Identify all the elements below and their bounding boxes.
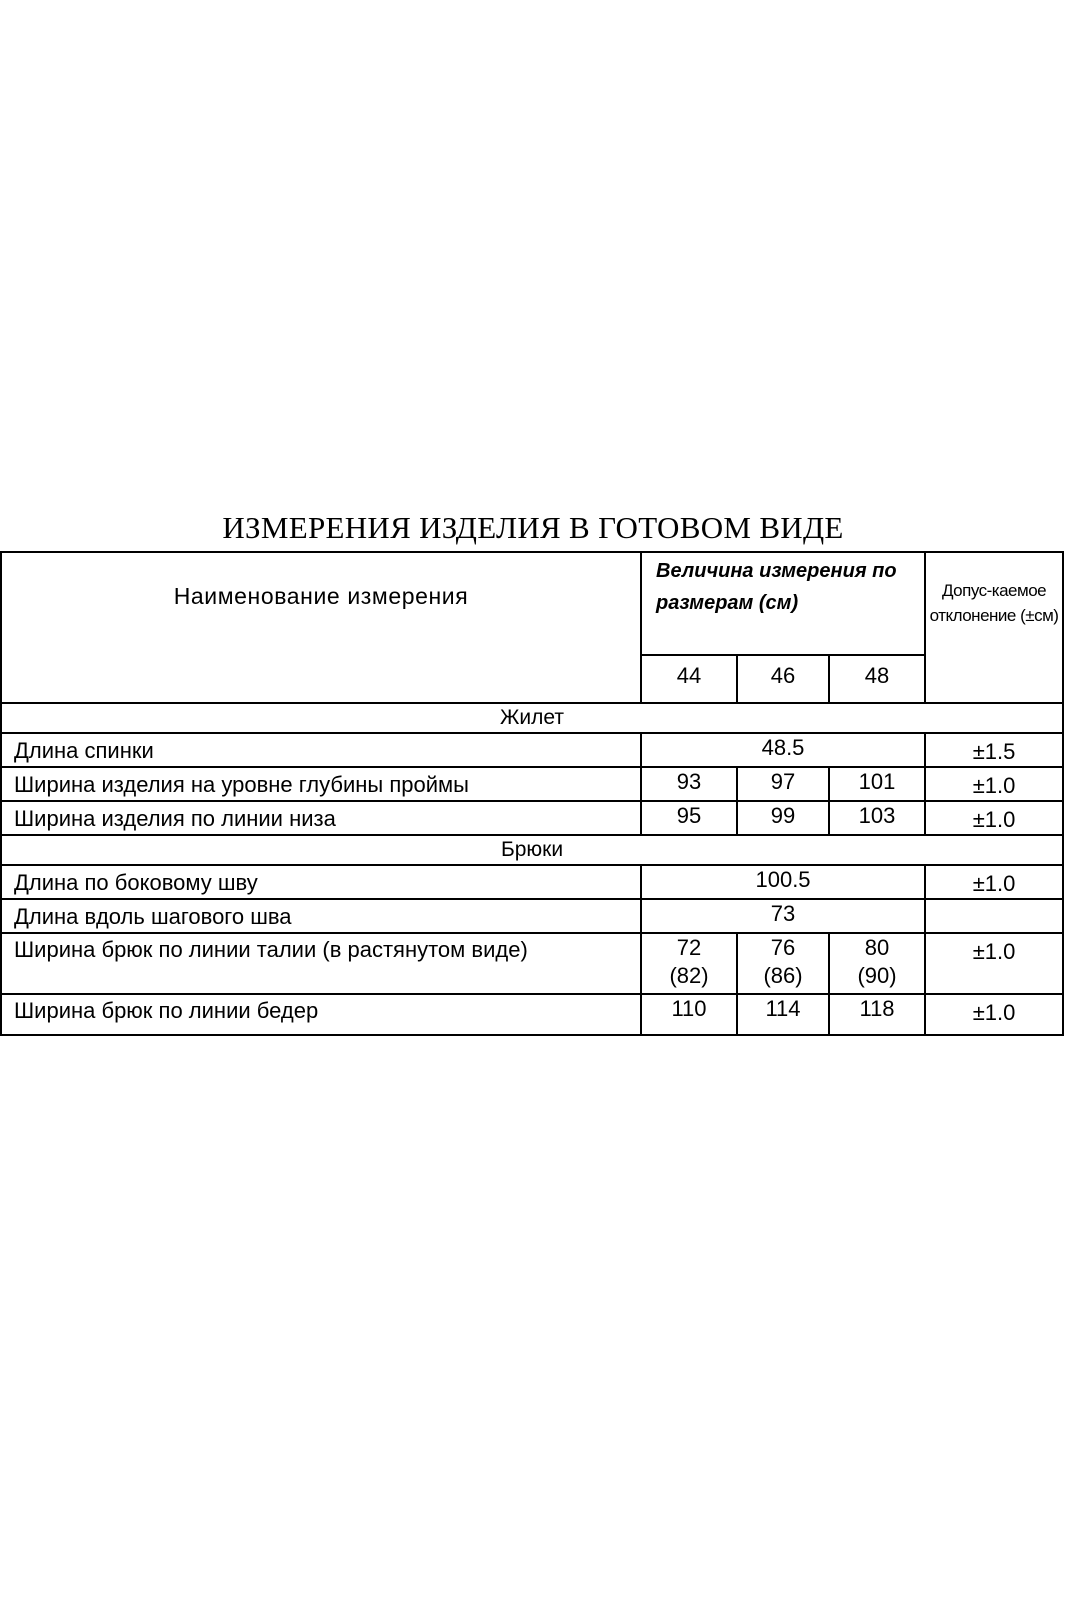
header-size: 44 (641, 655, 737, 703)
row-value: 99 (737, 801, 829, 835)
row-tolerance: ±1.5 (925, 733, 1063, 767)
row-value: 97 (737, 767, 829, 801)
row-tolerance: ±1.0 (925, 865, 1063, 899)
table-row (1, 865, 1063, 899)
row-name: Длина вдоль шагового шва (1, 899, 641, 933)
row-value-main: 72 (676, 935, 702, 960)
row-value: 48.5 (641, 733, 925, 767)
row-value: 118 (829, 994, 925, 1035)
section-row (1, 703, 1063, 733)
row-value (829, 933, 925, 994)
row-value (737, 933, 829, 994)
document-title: ИЗМЕРЕНИЯ ИЗДЕЛИЯ В ГОТОВОМ ВИДЕ (222, 510, 844, 545)
table-row (1, 899, 1063, 933)
section-title: Брюки (1, 835, 1063, 865)
table-row (1, 767, 1063, 801)
row-value (641, 933, 737, 994)
row-name: Ширина брюк по линии бедер (1, 994, 641, 1035)
row-value-stretched: (86) (763, 963, 803, 988)
row-name: Длина по боковому шву (1, 865, 641, 899)
measurements-table (0, 551, 1064, 1036)
row-value: 114 (737, 994, 829, 1035)
row-value: 95 (641, 801, 737, 835)
header-tolerance: Допус-каемое отклонение (±см) (925, 552, 1063, 703)
row-tolerance: ±1.0 (925, 994, 1063, 1035)
table-row (1, 994, 1063, 1035)
row-value-stretched: (82) (669, 963, 709, 988)
row-value-main: 76 (770, 935, 796, 960)
table-row (1, 733, 1063, 767)
row-tolerance: ±1.0 (925, 933, 1063, 994)
row-value-main: 80 (864, 935, 890, 960)
section-title: Жилет (1, 703, 1063, 733)
row-tolerance (925, 899, 1063, 933)
row-value: 101 (829, 767, 925, 801)
table-row (1, 801, 1063, 835)
header-row-1 (1, 552, 1063, 655)
row-value: 110 (641, 994, 737, 1035)
row-value: 73 (641, 899, 925, 933)
row-name: Длина спинки (1, 733, 641, 767)
header-name: Наименование измерения (1, 552, 641, 703)
row-value: 103 (829, 801, 925, 835)
row-name: Ширина брюк по линии талии (в растянутом виде) (1, 933, 641, 994)
header-size-group: Величина измерения по размерам (см) (641, 552, 925, 655)
row-value-stretched: (90) (857, 963, 897, 988)
row-tolerance: ±1.0 (925, 767, 1063, 801)
row-name: Ширина изделия по линии низа (1, 801, 641, 835)
row-name: Ширина изделия на уровне глубины проймы (1, 767, 641, 801)
row-value: 100.5 (641, 865, 925, 899)
header-size: 48 (829, 655, 925, 703)
row-value: 93 (641, 767, 737, 801)
row-tolerance: ±1.0 (925, 801, 1063, 835)
table-row (1, 933, 1063, 994)
section-row (1, 835, 1063, 865)
header-size: 46 (737, 655, 829, 703)
